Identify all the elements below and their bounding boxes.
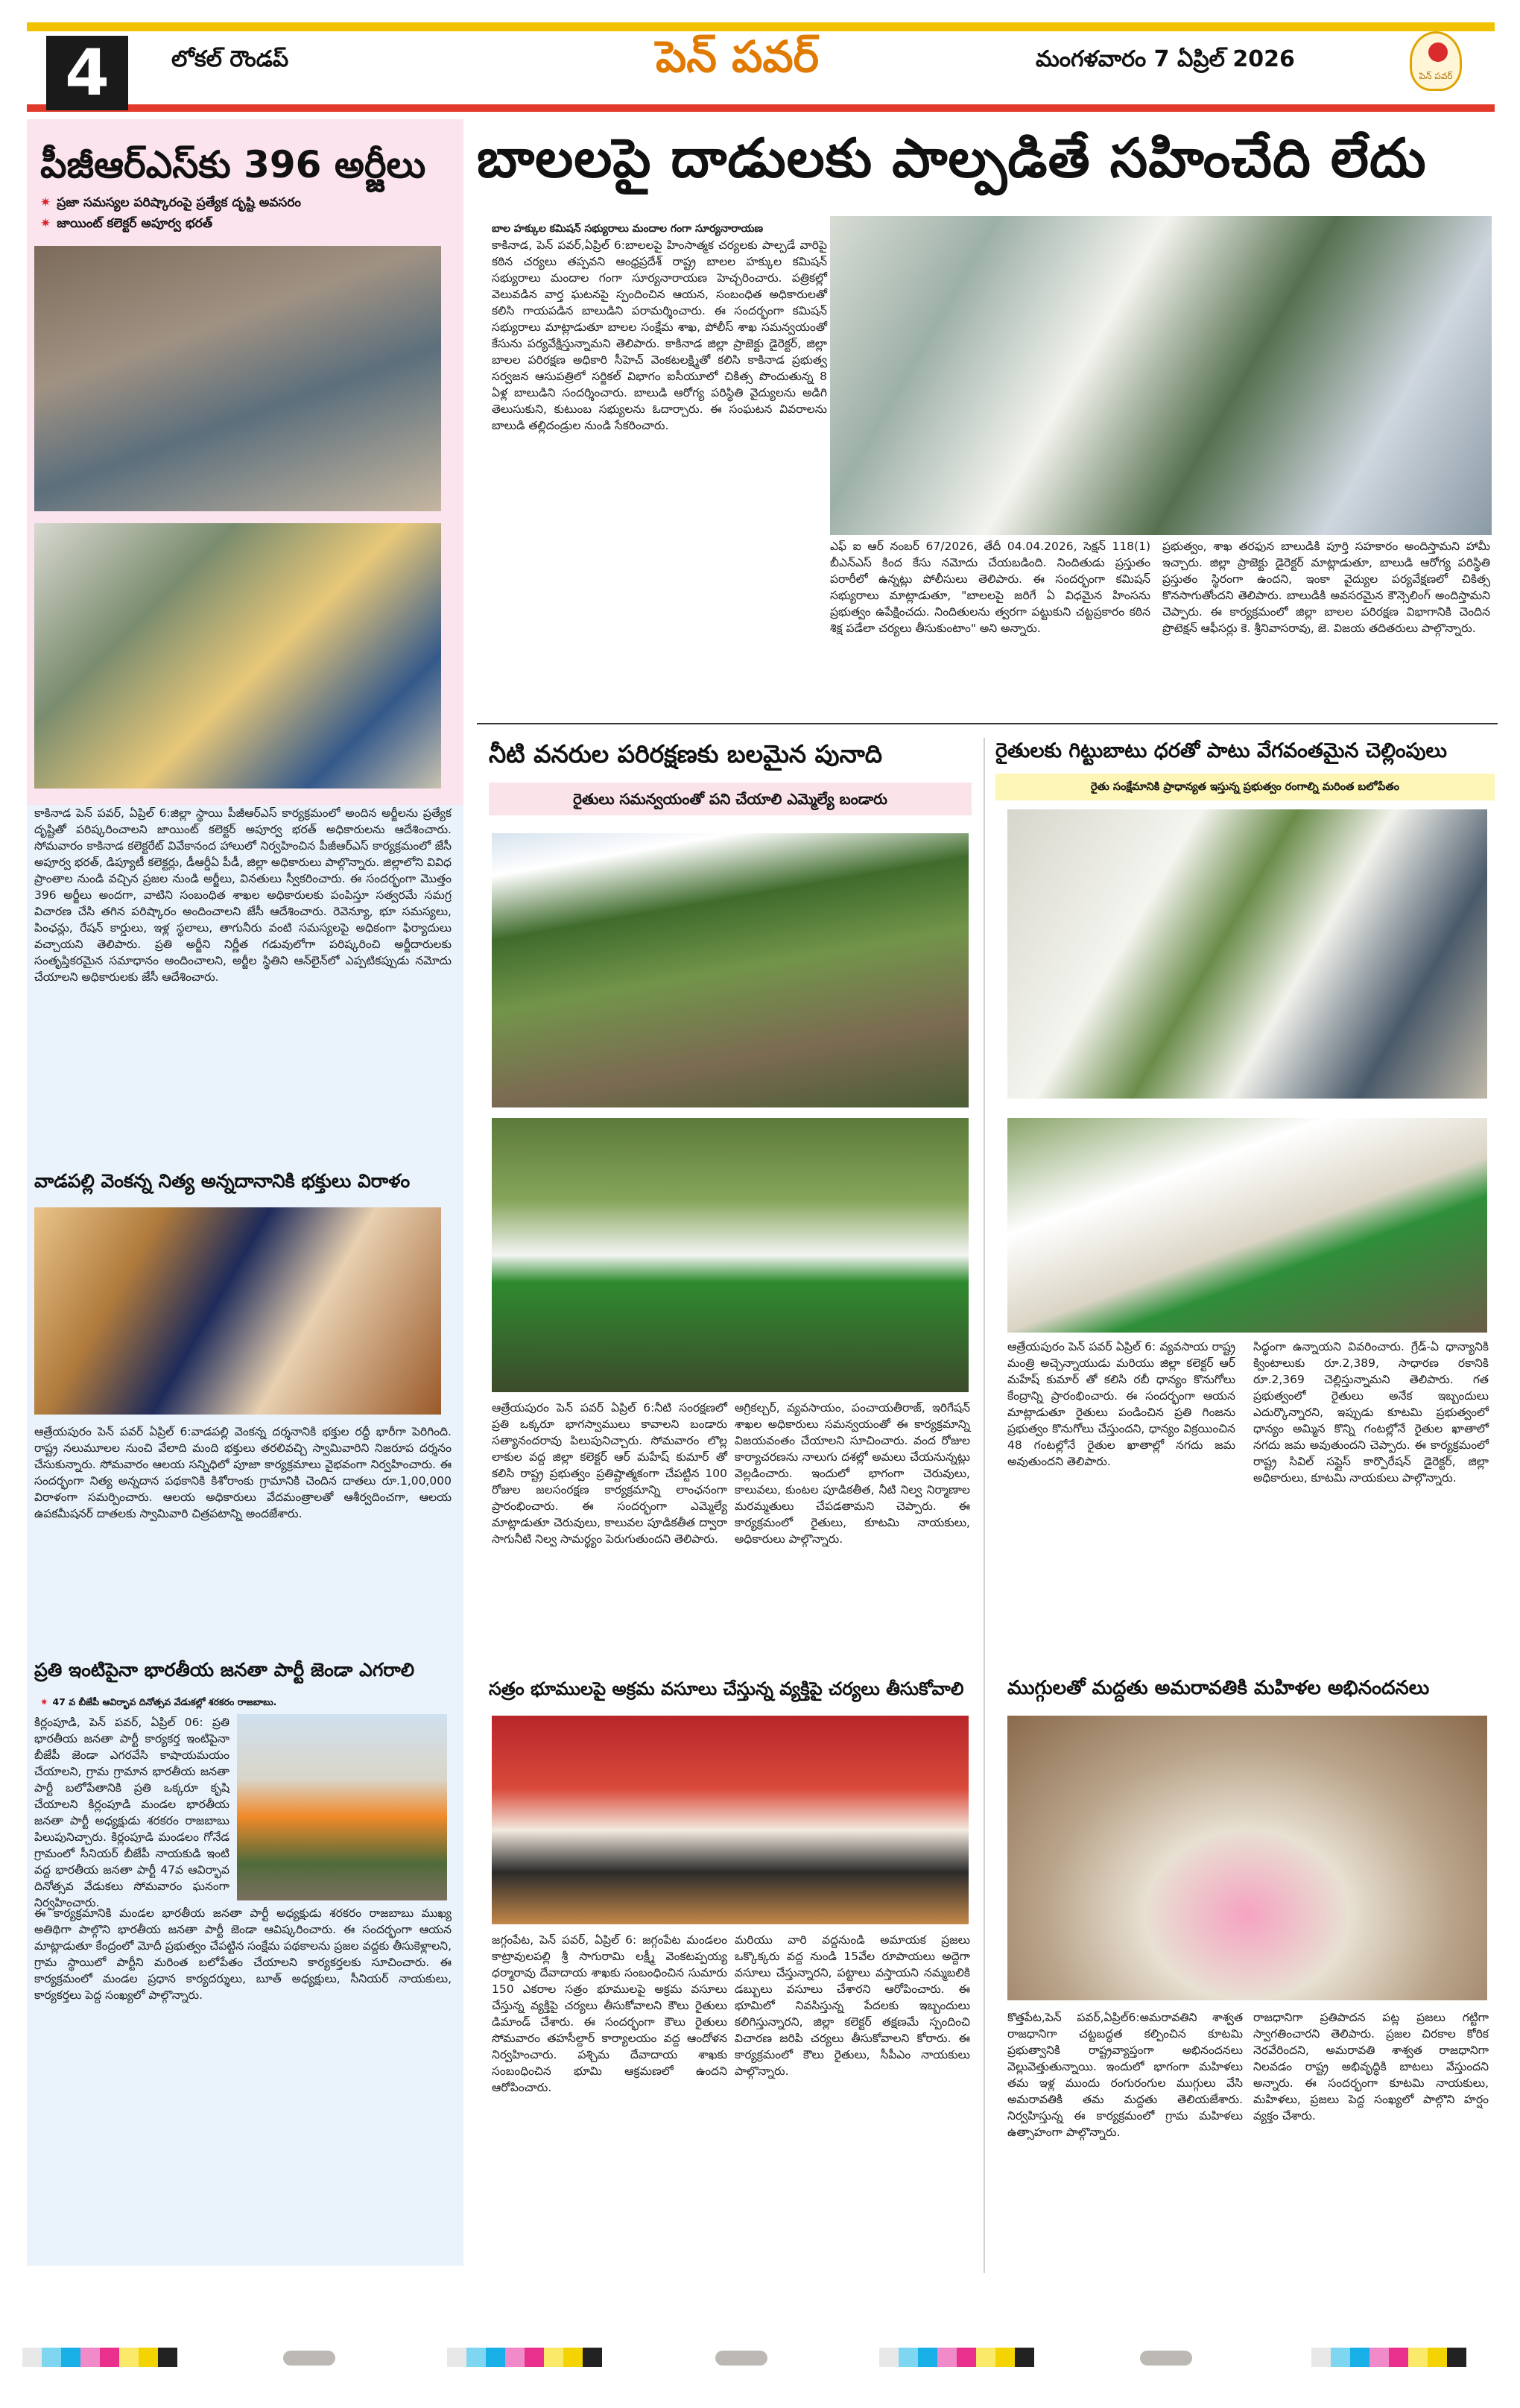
temple-photo [34,1207,441,1415]
bjp-headline: ప్రతి ఇంటిపైనా భారతీయ జనతా పార్టీ జెండా ఎగరాలి [34,1659,415,1681]
hospital-photo [830,216,1492,535]
bjp-bullet: ✷ 47 వ బీజేపీ ఆవిర్భావ దినోత్సవ వేడుకల్లో శరకరం రాజబాబు. [40,1696,277,1707]
main-headline: బాలలపై దాడులకు పాల్పడితే సహించేది లేదు [477,127,1427,189]
rangoli-photo [1007,1716,1487,2000]
column-divider [984,738,985,2273]
farmers-photo-ribbon [1007,809,1487,1099]
bullet-icon: ✷ [40,216,51,231]
rangoli-article-text-1: కొత్తపేట,పెన్ పవర్,ఏప్రిల్6:అమరావతిని శాశ్వత రాజధానిగా చట్టబద్ధత కల్పించిన కూటమి ప్రభుత్వానికి రాష్ట్రవ్యాప్తంగా అభినందనలు వెల్లువెత్తుతున్నాయి. ఇందులో భాగంగా మహిళలు తమ ఇళ్ల ముందు రంగురంగుల ముగ్గులు వేసి అమరావతికి తమ మద్దతు తెలియజేశారు. నిర్వహిస్తున్న ఈ కార్యక్రమంలో గ్రామ మహిళలు ఉత్సాహంగా పాల్గొన్నారు. [1007,2011,1243,2139]
dateline: మంగళవారం 7 ఏప్రిల్ 2026 [1036,46,1295,72]
bjp-photo [237,1714,447,1900]
divider [477,723,1498,724]
main-article-text-1 [492,221,827,434]
rangoli-article-text-2: రాజధానిగా ప్రతిపాదన పట్ల ప్రజలు గట్టిగా స్వాగతించారని తెలిపారు. ప్రజల చిరకాల కోరిక నెరవేరిందని, అమరావతి శాశ్వత రాజధానిగా నిలవడం రాష్ట్ర అభివృద్ధికి బాటలు వేస్తుందని అన్నారు. ఈ సందర్భంగా కూటమి నాయకులు, మహిళలు, ప్రజలు పెద్ద సంఖ్యలో పాల్గొని హర్షం వ్యక్తం చేశారు. [1253,2011,1489,2123]
water-article-text-1: ఆత్రేయపురం పెన్ పవర్ ఏప్రిల్ 6:నీటి సంరక్షణలో ప్రతి ఒక్కరూ భాగస్వాములు కావాలని బండారు సత్యానందరావు పిలుపునిచ్చారు. సోమవారం లొల్ల లాకుల వద్ద జిల్లా కలెక్టర్ ఆర్ మహేష్ కుమార్ తో కలిసి రాష్ట్ర ప్రభుత్వం ప్రతిష్టాత్మకంగా చేపట్టిన 100 రోజుల జలసంరక్షణ కార్యక్రమాన్ని లాంఛనంగా ప్రారంభించారు. ఈ సందర్భంగా ఎమ్మెల్యే మాట్లాడుతూ చెరువులు, కాలువల పూడికతీత ద్వారా సాగునీటి నిల్వ సామర్థ్యం పెరుగుతుందని తెలిపారు. [492,1401,727,1546]
protest-photo [492,1716,969,1924]
main-article-body: కాకినాడ, పెన్ పవర్,ఏప్రిల్ 6:బాలలపై హింసాత్మక చర్యలకు పాల్పడే వారిపై కఠిన చర్యలు తప్పవని ఆంధ్రప్రదేశ్ రాష్ట్ర బాలల హక్కుల కమిషన్ సభ్యురాలు మందాల గంగా సూర్యనారాయణ హెచ్చరించారు. పత్రికల్లో వెలువడిన వార్త ఘటనపై స్పందించిన ఆయన, సంబంధిత అధికారులతో కలిసి గాయపడిన బాలుడిని పరామర్శించారు. ఈ సందర్భంగా కమిషన్ సభ్యురాలు మాట్లాడుతూ బాలల సంక్షేమ శాఖ, పోలీస్ శాఖ సమన్వయంతో కేసును పర్యవేక్షిస్తున్నామని తెలిపారు. కాకినాడ జిల్లా ప్రాజెక్టు డైరెక్టర్, జిల్లా బాలల పరిరక్షణ అధికారి సీహెచ్ వెంకటలక్ష్మితో కలిసి కాకినాడ ప్రభుత్వ సర్వజన ఆసుపత్రిలో సర్జికల్ విభాగం ఐసీయూలో చికిత్స పొందుతున్న 8 ఏళ్ల బాలుడిని సందర్శించారు. బాలుడి ఆరోగ్య పరిస్థితి వైద్యులను అడిగి తెలుసుకుని, కుటుంబ సభ్యులను ఓదార్చారు. ఈ సంఘటన వివరాలను బాలుడి తల్లిదండ్రుల నుండి సేకరించారు. [492,238,827,432]
bjp-article-text-1: కిర్లంపూడి, పెన్ పవర్, ఏప్రిల్ 06: ప్రతి భారతీయ జనతా పార్టీ కార్యకర్త ఇంటిపైనా బీజేపీ జెండా ఎగరవేసి కాషాయమయం చేయాలని, గ్రామ గ్రామాన భారతీయ జనతా పార్టీ బలోపేతానికి ప్రతి ఒక్కరూ కృషి చేయాలని కిర్లంపూడి మండల భారతీయ జనతా పార్టీ అధ్యక్షుడు శరకరం రాజబాబు పిలుపునిచ్చారు. కిర్లంపూడి మండలం గోనేడ గ్రామంలో సీనియర్ బీజేపీ నాయకుడి ఇంటి వద్ద భారతీయ జనతా పార్టీ 47వ ఆవిర్భావ దినోత్సవ వేడుకలు సోమవారం ఘనంగా నిర్వహించారు. [34,1716,229,1909]
pgrs-photo-officer [34,523,441,789]
page-number: 4 [46,36,128,110]
bullet-icon: ✷ [40,195,51,210]
water-headline: నీటి వనరుల పరిరక్షణకు బలమైన పునాది [489,739,883,768]
registration-mark [1140,2351,1192,2366]
protest-article-text-2: మరియు వారి వద్దనుండి అమాయక ప్రజలు ఒక్కొక్కరు వద్ద నుండి 15వేల రూపాయలు అద్దెగా వసూలు చేస్తున్నారని, పట్టాలు వస్తాయని నమ్మబలికి డబ్బులు వసూలు చేశారని ఆరోపించారు. ఈ భూమిలో నివసిస్తున్న పేదలకు ఇబ్బందులు కలిగిస్తున్నారని, జిల్లా కలెక్టర్ తక్షణమే స్పందించి విచారణ జరిపి చర్యలు తీసుకోవాలని కోరారు. ఈ కార్యక్రమంలో కౌలు రైతులు, సీపీఎం నాయకులు పాల్గొన్నారు. [735,1933,970,2078]
water-subhead: రైతులు సమన్వయంతో పని చేయాలి ఎమ్మెల్యే బండారు [489,783,972,815]
logo-text: పెన్ పవర్ [1419,71,1453,81]
protest-headline: సత్రం భూములపై అక్రమ వసూలు చేస్తున్న వ్యక్తిపై చర్యలు తీసుకోవాలి [489,1678,964,1699]
farmers-article-text-1: ఆత్రేయపురం పెన్ పవర్ ఏప్రిల్ 6: వ్యవసాయ రాష్ట్ర మంత్రి అచ్చెన్నాయుడు మరియు జిల్లా కలెక్టర్ ఆర్ మహేష్ కుమార్ తో కలిసి రబీ ధాన్యం కొనుగోలు కేంద్రాన్ని ప్రారంభించారు. ఈ సందర్భంగా ఆయన మాట్లాడుతూ రైతులు పండించిన ప్రతి గింజను ప్రభుత్వం కొనుగోలు చేస్తుందని, ధాన్యం విక్రయించిన 48 గంటల్లోనే రైతుల ఖాతాల్లో నగదు జమ అవుతుందని తెలిపారు. [1007,1340,1235,1468]
pgrs-headline: పీజీఆర్ఎస్‌కు 396 అర్జీలు [40,143,426,186]
protest-article-text-1: జగ్గంపేట, పెన్ పవర్, ఏప్రిల్ 6: జగ్గంపేట మండలం కాట్రావులపల్లి శ్రీ సాగురామి లక్ష్మీ వెంకటప్పయ్య ధర్మారావు దేవాదాయ శాఖకు సంబంధించిన సుమారు 150 ఎకరాల సత్రం భూములపై అక్రమ వసూలు చేస్తున్న వ్యక్తిపై చర్యలు తీసుకోవాలని కౌలు రైతులు డిమాండ్ చేశారు. ఈ సందర్భంగా కౌలు రైతులు సోమవారం తహసీల్దార్ కార్యాలయం వద్ద ఆందోళన నిర్వహించారు. పశ్చిమ దేవాదాయ శాఖకు సంబంధించిన భూమి ఆక్రమణలో ఉందని ఆరోపించారు. [492,1933,727,2094]
temple-article-text: ఆత్రేయపురం పెన్ పవర్ ఏప్రిల్ 6:వాడపల్లి వెంకన్న దర్శనానికి భక్తుల రద్దీ భారీగా పెరిగింది. రాష్ట్ర నలుమూలల నుంచి వేలాది మంది భక్తులు తరలివచ్చి స్వామివారిని నిజరూప దర్శనం చేసుకున్నారు. సోమవారం ఆలయ సన్నిధిలో పూజా కార్యక్రమాలు వైభవంగా నిర్వహించారు. ఈ సందర్భంగా నిత్య అన్నదాన పథకానికి కిశోరాంకు గ్రామానికి చెందిన దాతలు రూ.1,00,000 విరాళంగా సమర్పించారు. ఆలయ అధికారులు వేదమంత్రాలతో ఆశీర్వదించగా, ఆలయ ఉపకమీషనర్ దాతలకు స్వామివారి చిత్రపటాన్ని అందజేశారు. [34,1425,452,1520]
main-article-text-2: ఎఫ్ ఐ ఆర్ నంబర్ 67/2026, తేదీ 04.04.2026, సెక్షన్ 118(1) బీఎన్ఎస్ కింద కేసు నమోదు చేయబడింది. నిందితుడు ప్రస్తుతం పరారీలో ఉన్నట్లు పోలీసులు తెలిపారు. ఈ సందర్భంగా కమిషన్ సభ్యురాలు మాట్లాడుతూ, "బాలలపై జరిగే ఏ విధమైన హింసను ప్రభుత్వం ఉపేక్షించదు. నిందితులను త్వరగా పట్టుకుని చట్టప్రకారం కఠిన శిక్ష పడేలా చర్యలు తీసుకుంటాం" అని అన్నారు. [830,540,1150,635]
water-article-text-2: అగ్రికల్చర్, వ్యవసాయం, పంచాయతీరాజ్, ఇరిగేషన్ శాఖల అధికారులు సమన్వయంతో ఈ కార్యక్రమాన్ని విజయవంతం చేయాలని సూచించారు. వంద రోజుల కార్యాచరణను నాలుగు దశల్లో అమలు చేయనున్నట్లు వెల్లడించారు. ఇందులో భాగంగా చెరువులు, కాలువలు, కుంటల పూడికతీత, నీటి నిల్వ నిర్మాణాల మరమ్మతులు చేపడతామని చెప్పారు. ఈ కార్యక్రమంలో రైతులు, కూటమి నాయకులు, అధికారులు పాల్గొన్నారు. [735,1401,970,1546]
section-name: లోకల్ రౌండప్ [171,46,289,72]
farmers-article-text-2: సిద్ధంగా ఉన్నాయని వివరించారు. గ్రేడ్-ఏ ధాన్యానికి క్వింటాలుకు రూ.2,389, సాధారణ రకానికి రూ.2,369 చెల్లిస్తున్నామని తెలిపారు. గత ప్రభుత్వంలో రైతులు అనేక ఇబ్బందులు ఎదుర్కొన్నారని, ఇప్పుడు కూటమి ప్రభుత్వంలో ధాన్యం అమ్మిన కొన్ని గంటల్లోనే రైతుల ఖాతాలో నగదు జమ అవుతుందని చెప్పారు. ఈ కార్యక్రమంలో రాష్ట్ర సివిల్ సప్లైస్ కార్పొరేషన్ డైరెక్టర్, జిల్లా అధికారులు, కూటమి నాయకులు పాల్గొన్నారు. [1253,1340,1489,1485]
print-color-bar [447,2348,602,2367]
bjp-article-text-2: ఈ కార్యక్రమానికి మండల భారతీయ జనతా పార్టీ అధ్యక్షుడు శరకరం రాజబాబు ముఖ్య అతిథిగా పాల్గొని భారతీయ జనతా పార్టీ జెండా ఆవిష్కరించారు. ఈ సందర్భంగా ఆయన మాట్లాడుతూ కేంద్రంలో మోదీ ప్రభుత్వం చేపట్టిన సంక్షేమ పథకాలను ప్రజల వద్దకు తీసుకెళ్లాలని, గ్రామ స్థాయిలో పార్టీని మరింత బలోపేతం చేయాలని కార్యకర్తలకు సూచించారు. ఈ కార్యక్రమంలో మండల ప్రధాన కార్యదర్శులు, బూత్ అధ్యక్షులు, సీనియర్ నాయకులు, కార్యకర్తలు పెద్ద సంఖ్యలో పాల్గొన్నారు. [34,1906,452,2002]
pgrs-bullet-2: ✷ జాయింట్ కలెక్టర్ అపూర్వ భరత్ [40,216,213,231]
bullet-icon: ✷ [40,1696,48,1707]
water-photo-canal [492,833,969,1107]
logo [1410,31,1462,91]
temple-headline: వాడపల్లి వెంకన్న నిత్య అన్నదానానికి భక్తులు విరాళం [34,1170,411,1192]
header-rule-bottom [27,104,1495,112]
logo-emblem-icon [1428,42,1448,62]
print-color-bar [1311,2348,1466,2367]
print-color-bar [22,2348,177,2367]
farmers-subhead: రైతు సంక్షేమానికి ప్రాధాన్యత ఇస్తున్న ప్రభుత్వం రంగాల్ని మరింత బలోపేతం [995,774,1495,800]
main-article-text-3: ప్రభుత్వం, శాఖ తరఫున బాలుడికి పూర్తి సహకారం అందిస్తామని హామీ ఇచ్చారు. జిల్లా ప్రాజెక్టు డైరెక్టర్ మాట్లాడుతూ, బాలుడి ఆరోగ్య పరిస్థితి ప్రస్తుతం స్థిరంగా ఉందని, ఇంకా వైద్యుల పర్యవేక్షణలో చికిత్స కొనసాగుతోందని తెలిపారు. బాలుడికి అవసరమైన కౌన్సెలింగ్ అందిస్తామని చెప్పారు. ఈ కార్యక్రమంలో జిల్లా బాలల పరిరక్షణ విభాగానికి చెందిన ప్రొటెక్షన్ ఆఫీసర్లు కె. శ్రీనివాసరావు, జె. విజయ తదితరులు పాల్గొన్నారు. [1162,540,1490,635]
rangoli-headline: ముగ్గులతో మద్దతు అమరావతికి మహిళల అభినందనలు [1007,1677,1430,1699]
registration-mark [715,2351,767,2366]
main-byline: బాల హక్కుల కమిషన్ సభ్యురాలు మందాల గంగా సూర్యనారాయణ [492,223,764,235]
header-rule-top [27,22,1495,31]
farmers-headline: రైతులకు గిట్టుబాటు ధరతో పాటు వేగవంతమైన చెల్లింపులు [995,739,1448,762]
registration-mark [283,2351,335,2366]
pgrs-bullet-1: ✷ ప్రజా సమస్యల పరిష్కారంపై ప్రత్యేక దృష్టి అవసరం [40,195,302,210]
farmers-photo-group [1007,1118,1487,1333]
water-photo-group [492,1118,969,1392]
print-color-bar [879,2348,1034,2367]
pgrs-photo-audience [34,246,441,511]
masthead: పెన్ పవర్ [656,31,820,82]
pgrs-article-text: కాకినాడ పెన్ పవర్, ఏప్రిల్ 6:జిల్లా స్థాయి పీజీఆర్ఎస్ కార్యక్రమంలో అందిన అర్జీలను ప్రత్యేక దృష్టితో పరిష్కరించాలని జాయింట్ కలెక్టర్ అపూర్వ భరత్ అధికారులను ఆదేశించారు. సోమవారం కాకినాడ కలెక్టరేట్ వివేకానంద హాలులో నిర్వహించిన పీజీఆర్ఎస్ కార్యక్రమంలో జేసీ అపూర్వ భరత్, డిప్యూటీ కలెక్టర్లు, డీఆర్డీఏ పీడీ, జిల్లా అధికారులు పాల్గొన్నారు. జిల్లాలోని వివిధ ప్రాంతాల నుండి వచ్చిన ప్రజల నుండి అర్జీలు, వినతులు స్వీకరించారు. ఈ సందర్భంగా మొత్తం 396 అర్జీలు అందగా, వాటిని సంబంధిత శాఖల అధికారులకు పంపిస్తూ సత్వరమే సమగ్ర విచారణ చేసి తగిన పరిష్కారం అందించాలని జేసీ ఆదేశించారు. రెవెన్యూ, భూ సమస్యలు, పింఛన్లు, రేషన్ కార్డులు, ఇళ్ల స్థలాలు, తాగునీరు వంటి సమస్యలపై అధికంగా ఫిర్యాదులు వచ్చాయని తెలిపారు. ప్రతి అర్జీని నిర్ణీత గడువులోగా పరిష్కరించి అర్జీదారులకు సంతృప్తికరమైన సమాధానం అందించాలని, అర్జీల స్థితిని ఆన్‌లైన్‌లో ఎప్పటికప్పుడు నమోదు చేయాలని అధికారులకు జేసీ ఆదేశించారు. [34,806,452,984]
